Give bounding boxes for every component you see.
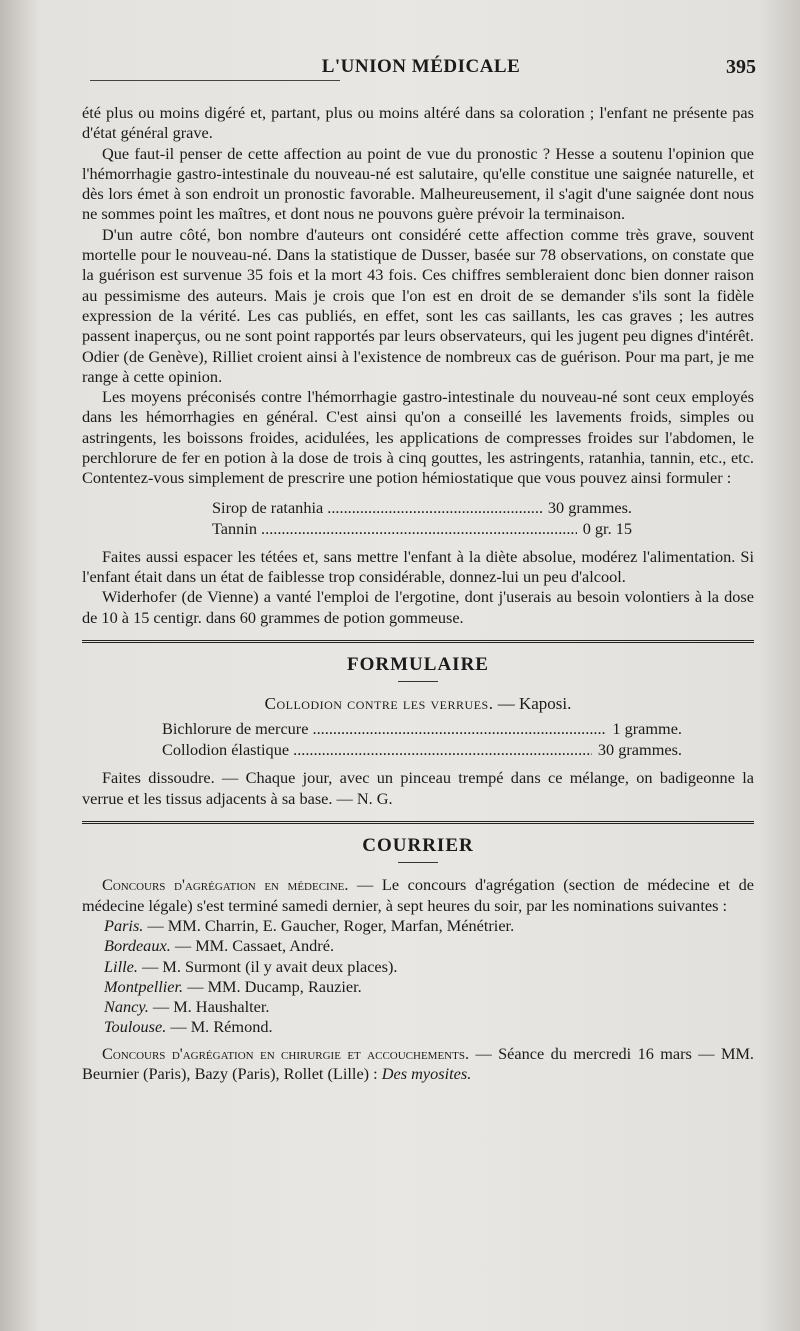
nomination-names: — MM. Charrin, E. Gaucher, Roger, Marfan, Ménétrier. xyxy=(143,915,515,935)
nomination-city: Paris. xyxy=(104,915,144,935)
formula-author: — Kaposi. xyxy=(493,694,572,714)
formula-title xyxy=(82,694,754,714)
prescription xyxy=(212,497,632,539)
nomination-names: — MM. Cassaet, André. xyxy=(170,936,335,956)
nomination-city: Toulouse. xyxy=(104,1017,167,1037)
nomination-city: Nancy. xyxy=(104,997,149,1017)
nomination xyxy=(104,936,754,956)
nomination xyxy=(104,977,754,997)
courrier-heading: COURRIER xyxy=(362,835,474,857)
ingredient-name: Collodion élastique ..... xyxy=(162,739,592,760)
news-lead: Concours d'agrégation en chirurgie et accouchements. xyxy=(102,1043,470,1063)
header-rule xyxy=(90,80,340,81)
formula-instructions: Faites dissoudre. — Chaque jour, avec un pinceau trempé dans ce mélange, on badigeonne la verrue et les tissus adjacents à sa base. — N. G. xyxy=(82,768,754,808)
nomination-names: — MM. Ducamp, Rauzier. xyxy=(183,976,362,996)
nomination xyxy=(104,1017,754,1037)
prescription-line xyxy=(212,497,632,518)
ingredient-name: Sirop de ratanhia ..... xyxy=(212,497,542,518)
formula-ingredients xyxy=(162,718,682,760)
heading-underline xyxy=(398,681,438,682)
page-header xyxy=(86,54,756,84)
formula-name: Collodion contre les verrues. xyxy=(264,694,494,714)
page-number: 395 xyxy=(726,56,756,78)
ingredient-name: Bichlorure de mercure ..... xyxy=(162,718,606,739)
nomination xyxy=(104,997,754,1017)
nomination-city: Montpellier. xyxy=(104,976,184,996)
section-divider xyxy=(82,821,754,824)
news-lead: Concours d'agrégation en médecine. xyxy=(102,875,349,895)
heading-underline xyxy=(398,862,438,863)
ingredient-quantity: 30 grammes. xyxy=(547,497,632,517)
formula-line xyxy=(162,739,682,760)
nomination-city: Bordeaux. xyxy=(104,936,171,956)
news-item-medecine xyxy=(82,875,754,916)
news-text: — Séance du mercredi 16 mars — MM. Beurnier (Paris), Bazy (Paris), Rollet (Lille) : xyxy=(82,1043,755,1083)
ingredient-name: Tannin ..... xyxy=(212,518,577,539)
page-body xyxy=(82,103,754,1084)
news-topic: Des myosites. xyxy=(381,1063,472,1083)
paragraph: été plus ou moins digéré et, partant, plus ou moins altéré dans sa coloration ; l'enfant ne présente pas d'état général grave. xyxy=(82,103,754,143)
nomination xyxy=(104,957,754,977)
paragraph: Que faut-il penser de cette affection au point de vue du pronostic ? Hesse a soutenu l'opinion que l'hémorrhagie gastro-intestinale du nouveau-né est salutaire, qu'elle constitue une saignée naturelle, et dès lors émet à son endroit un pronostic favorable. Malheureusement, il s'agit d'une saignée dont nous ne sommes point les maîtres, et dont nous ne pouvons guère prévoir la terminaison. xyxy=(82,143,754,224)
prescription-line xyxy=(212,518,632,539)
ingredient-quantity: 0 gr. 15 xyxy=(582,518,632,538)
journal-title: L'UNION MÉDICALE xyxy=(321,56,521,77)
ingredient-quantity: 30 grammes. xyxy=(597,740,682,760)
paragraph: Widerhofer (de Vienne) a vanté l'emploi de l'ergotine, dont j'userais au besoin volontiers à la dose de 10 à 15 centigr. dans 60 grammes de potion gommeuse. xyxy=(82,587,754,627)
formulaire-heading: FORMULAIRE xyxy=(347,653,489,675)
nomination xyxy=(104,916,754,936)
nominations-list xyxy=(104,916,754,1038)
nomination-names: — M. Rémond. xyxy=(166,1017,273,1037)
news-item-chirurgie xyxy=(82,1044,754,1085)
ingredient-quantity: 1 gramme. xyxy=(612,719,682,739)
nomination-city: Lille. xyxy=(104,956,138,976)
paragraph: Les moyens préconisés contre l'hémorrhagie gastro-intestinale du nouveau-né sont ceux employés dans les hémorrhagies en général. C'est ainsi qu'on a conseillé les lavements froids, simples ou astringents, les boissons froides, acidulées, les applications de compresses froides sur l'abdomen, le perchlorure de fer en potion à la dose de trois à cinq gouttes, les astringents, ratanhia, tannin, etc., etc. Contentez-vous simplement de prescrire une potion hémiostatique que vous pouvez ainsi formuler : xyxy=(82,387,754,488)
nomination-names: — M. Haushalter. xyxy=(148,997,270,1017)
nomination-names: — M. Surmont (il y avait deux places). xyxy=(137,956,398,976)
section-divider xyxy=(82,640,754,643)
paragraph: D'un autre côté, bon nombre d'auteurs ont considéré cette affection comme très grave, souvent mortelle pour le nouveau-né. Dans la statistique de Dusser, basée sur 78 observations, on constate que la guérison est survenue 35 fois et la mort 43 fois. Ces chiffres sembleraient donc bien donner raison au pessimisme des auteurs. Mais je crois que l'on est en droit de se demander s'ils sont la fidèle expression de la vérité. Les cas publiés, en effet, sont les cas saillants, les cas graves ; les autres passent inaperçus, ou ne sont point rapportés par leurs observateurs, qui les jugent peu dignes d'intérêt. Odier (de Genève), Rilliet croient ainsi à l'existence de nombreux cas de guérison. Pour ma part, je me range à cette opinion. xyxy=(82,224,754,386)
paragraph: Faites aussi espacer les tétées et, sans mettre l'enfant à la diète absolue, modérez l'alimentation. Si l'enfant était dans un état de faiblesse trop considérable, donnez-lui un peu d'alcool. xyxy=(82,546,754,586)
formula-line xyxy=(162,718,682,739)
news-text: — Le concours d'agrégation (section de médecine et de médecine légale) s'est terminé samedi dernier, à sept heures du soir, par les nominations suivantes : xyxy=(82,875,754,915)
